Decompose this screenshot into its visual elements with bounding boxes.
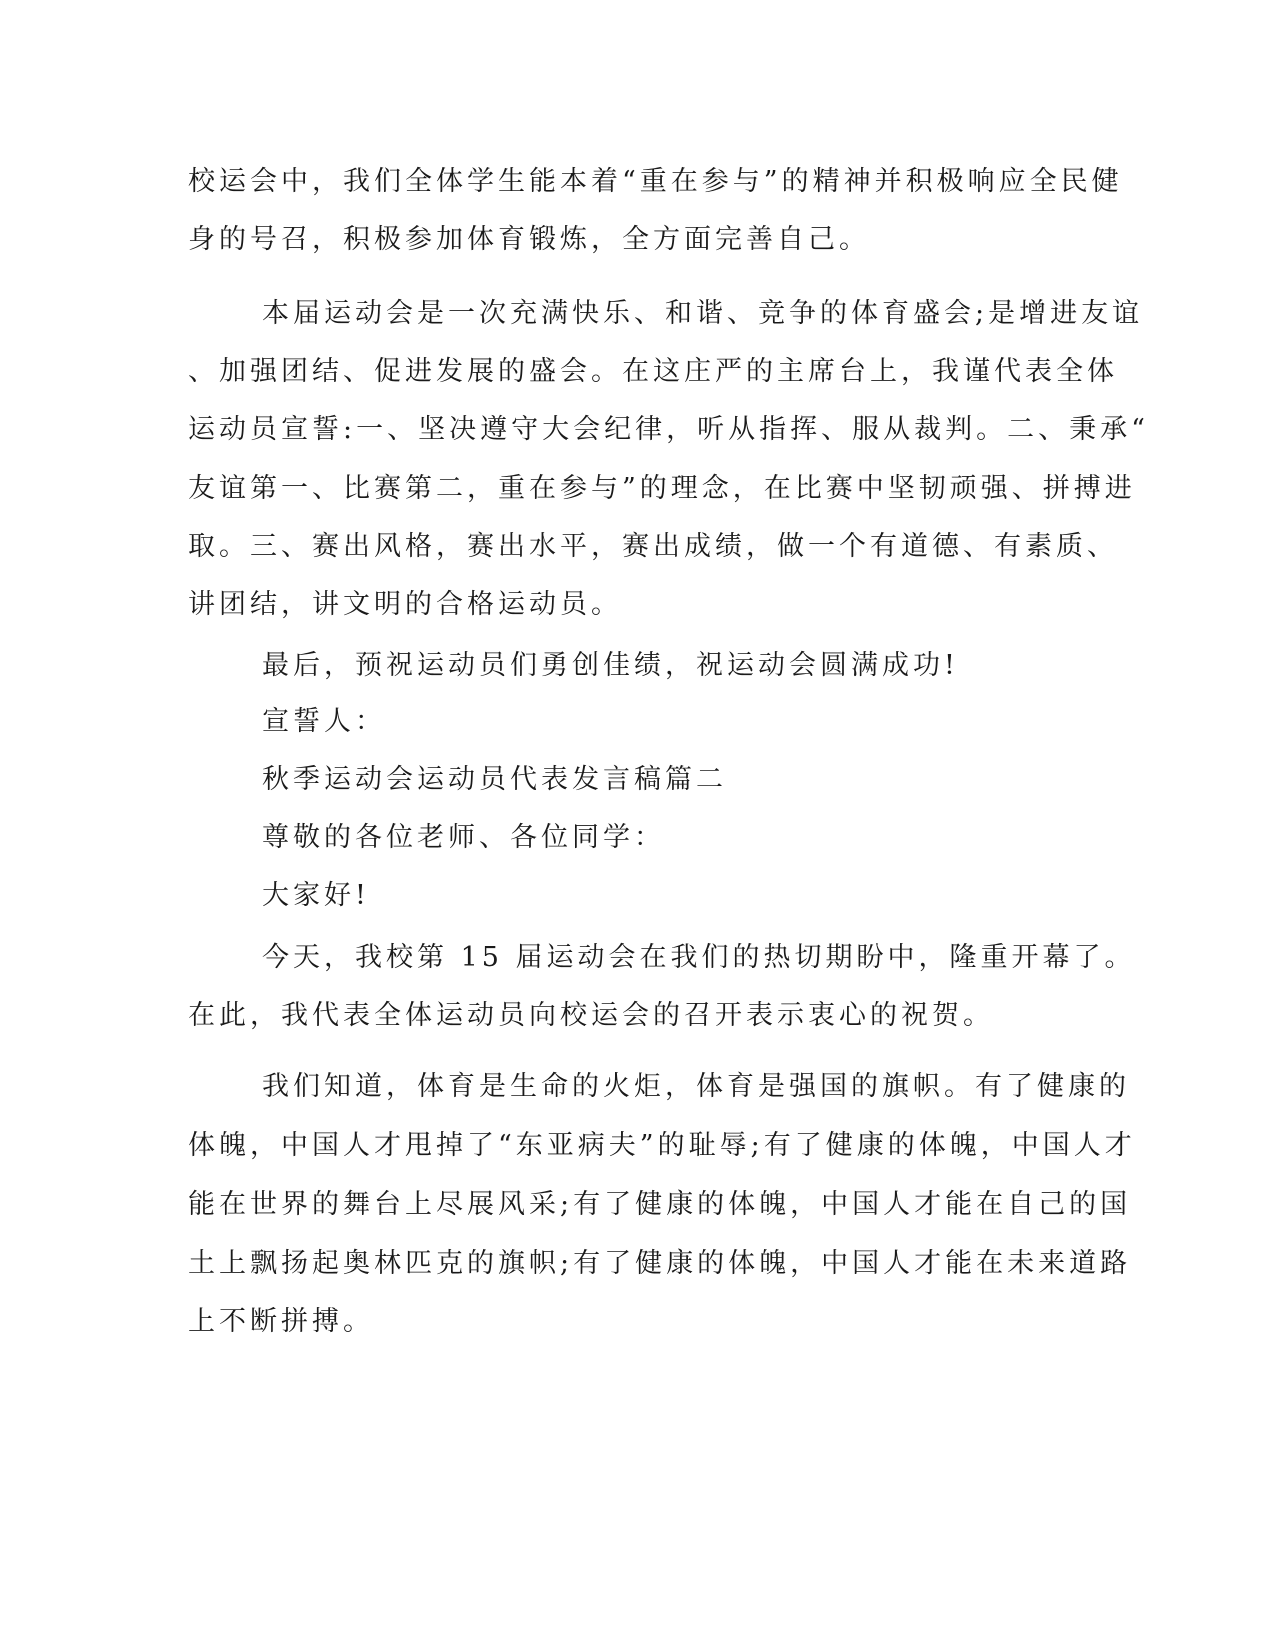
text-line: 能在世界的舞台上尽展风采;有了健康的体魄，中国人才能在自己的国 bbox=[188, 1189, 1132, 1220]
text-line: 大家好! bbox=[262, 880, 370, 911]
text-line: 今天，我校第 15 届运动会在我们的热切期盼中，隆重开幕了。 bbox=[262, 942, 1136, 973]
text-line: 宣誓人： bbox=[262, 706, 386, 737]
text-line: 我们知道，体育是生命的火炬，体育是强国的旗帜。有了健康的 bbox=[262, 1071, 1130, 1102]
text-line: 秋季运动会运动员代表发言稿篇二 bbox=[262, 764, 727, 795]
text-line: 在此，我代表全体运动员向校运会的召开表示衷心的祝贺。 bbox=[188, 1000, 994, 1031]
text-line: 尊敬的各位老师、各位同学： bbox=[262, 822, 665, 853]
text-line: 土上飘扬起奥林匹克的旗帜;有了健康的体魄，中国人才能在未来道路 bbox=[188, 1248, 1132, 1279]
text-line: 友谊第一、比赛第二，重在参与”的理念，在比赛中坚韧顽强、拼搏进 bbox=[188, 473, 1136, 504]
text-line: 讲团结，讲文明的合格运动员。 bbox=[188, 589, 622, 620]
text-line: 取。三、赛出风格，赛出水平，赛出成绩，做一个有道德、有素质、 bbox=[188, 531, 1118, 562]
text-line: 身的号召，积极参加体育锻炼，全方面完善自己。 bbox=[188, 224, 870, 255]
text-line: 、加强团结、促进发展的盛会。在这庄严的主席台上，我谨代表全体 bbox=[188, 356, 1118, 387]
text-line: 校运会中，我们全体学生能本着“重在参与”的精神并积极响应全民健 bbox=[188, 166, 1123, 197]
text-line: 体魄，中国人才甩掉了“东亚病夫”的耻辱;有了健康的体魄，中国人才 bbox=[188, 1130, 1136, 1161]
text-line: 本届运动会是一次充满快乐、和谐、竞争的体育盛会;是增进友谊 bbox=[262, 298, 1144, 329]
text-line: 上不断拼搏。 bbox=[188, 1306, 374, 1337]
text-line: 最后，预祝运动员们勇创佳绩，祝运动会圆满成功! bbox=[262, 650, 959, 681]
text-line: 运动员宣誓:一、坚决遵守大会纪律，听从指挥、服从裁判。二、秉承“ bbox=[188, 414, 1149, 445]
